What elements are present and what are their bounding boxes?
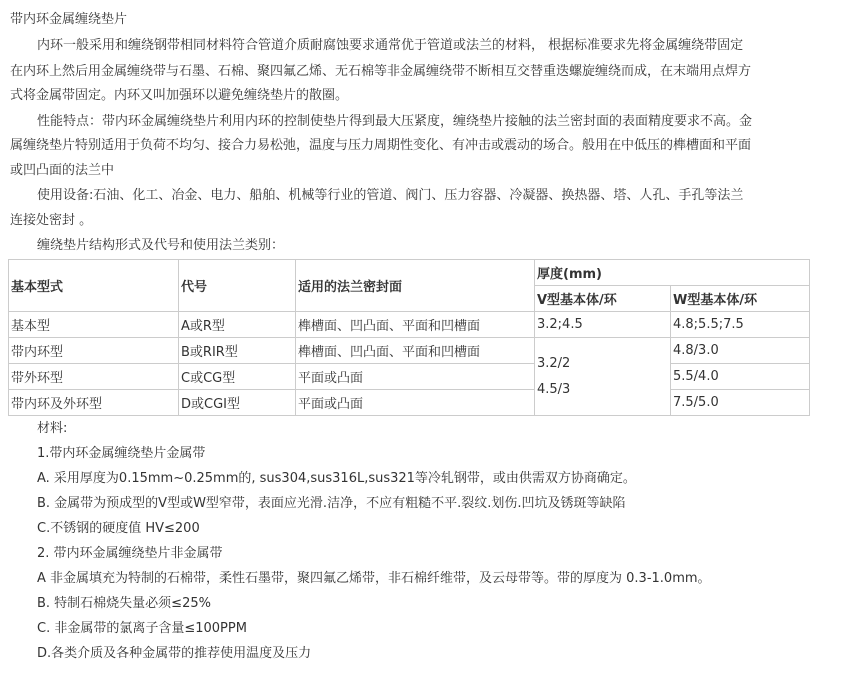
header-flange-face: 适用的法兰密封面: [296, 260, 535, 312]
cell-v-thickness: 3.2;4.5: [535, 312, 671, 338]
cell-code: D或CGI型: [179, 390, 296, 416]
page-title: 带内环金属缠绕垫片: [10, 12, 128, 27]
cell-type: 基本型: [9, 312, 179, 338]
materials-section-1: 1.带内环金属缠绕垫片金属带: [37, 446, 206, 461]
materials-item-2c: C. 非金属带的氯离子含量≤100PPM: [37, 621, 247, 636]
cell-code: B或RIR型: [179, 338, 296, 364]
table-row: [9, 390, 810, 416]
intro-line-2: 在内环上然后用金属缠绕带与石墨、石棉、聚四氟乙烯、无石棉等非金属缠绕带不断相互交替重迭螺旋缠绕而成，在末端用点焊方: [10, 64, 752, 79]
header-w-type: W型基本体/环: [671, 286, 810, 312]
cell-w-thickness: 4.8/3.0: [671, 338, 810, 364]
header-v-type: V型基本体/环: [535, 286, 671, 312]
materials-item-2a: A 非金属填充为特制的石棉带，柔性石墨带，聚四氟乙烯带，非石棉纤维带，及云母带等。带的厚度为 0.3-1.0mm。: [37, 571, 711, 586]
features-line-3: 或凹凸面的法兰中: [10, 163, 115, 178]
cell-code: A或R型: [179, 312, 296, 338]
table-intro: 缠绕垫片结构形式及代号和使用法兰类别：: [37, 238, 285, 253]
cell-v-thickness-merged: [535, 338, 671, 416]
materials-item-1a: A. 采用厚度为0.15mm~0.25mm的, sus304,sus316L,sus321等冷轧钢带，或由供需双方协商确定。: [37, 471, 636, 486]
table-header-row: [9, 260, 810, 286]
cell-w-thickness: 4.8;5.5;7.5: [671, 312, 810, 338]
merged-v-value-2: 4.5/3: [537, 381, 571, 397]
cell-w-thickness: 5.5/4.0: [671, 364, 810, 390]
features-line-2: 属缠绕垫片特别适用于负荷不均匀、接合力易松弛，温度与压力周期性变化、有冲击或震动的场合。般用在中低压的榫槽面和平面: [10, 138, 752, 153]
header-code: 代号: [179, 260, 296, 312]
intro-line-3: 式将金属带固定。内环又叫加强环以避免缠绕垫片的散圈。: [10, 88, 349, 103]
cell-face: 榫槽面、凹凸面、平面和凹槽面: [296, 312, 535, 338]
cell-type: 带内环及外环型: [9, 390, 179, 416]
table-row: [9, 364, 810, 390]
gasket-spec-table: [8, 259, 810, 416]
intro-line-1: 内环一般采用和缠绕钢带相同材料符合管道介质耐腐蚀要求通常优于管道或法兰的材料， 根据标准要求先将金属缠绕带固定: [37, 38, 744, 53]
merged-v-value-1: 3.2/2: [537, 355, 571, 371]
cell-face: 平面或凸面: [296, 390, 535, 416]
cell-face: 平面或凸面: [296, 364, 535, 390]
materials-item-2b: B. 特制石棉烧失量必须≤25%: [37, 596, 211, 611]
cell-type: 带外环型: [9, 364, 179, 390]
table-row: [9, 338, 810, 364]
materials-item-2d: D.各类介质及各种金属带的推荐使用温度及压力: [37, 646, 312, 661]
cell-code: C或CG型: [179, 364, 296, 390]
cell-w-thickness: 7.5/5.0: [671, 390, 810, 416]
table-row: [9, 312, 810, 338]
cell-face: 榫槽面、凹凸面、平面和凹槽面: [296, 338, 535, 364]
materials-heading: 材料:: [37, 421, 68, 436]
equipment-line-2: 连接处密封 。: [10, 213, 93, 228]
materials-item-1c: C.不锈钢的硬度值 HV≤200: [37, 521, 200, 536]
equipment-line-1: 使用设备:石油、化工、冶金、电力、船舶、机械等行业的管道、阀门、压力容器、冷凝器、换热器、塔、人孔、手孔等法兰: [37, 188, 744, 203]
header-basic-type: 基本型式: [9, 260, 179, 312]
materials-section-2: 2. 带内环金属缠绕垫片非金属带: [37, 546, 223, 561]
materials-item-1b: B. 金属带为预成型的V型或W型窄带，表面应光滑.洁净，不应有粗糙不平.裂纹.划伤.凹坑及锈斑等缺陷: [37, 496, 626, 511]
features-line-1: 性能特点：带内环金属缠绕垫片利用内环的控制使垫片得到最大压紧度，缠绕垫片接触的法兰密封面的表面精度要求不高。金: [37, 114, 753, 129]
header-thickness: 厚度(mm): [535, 260, 810, 286]
cell-type: 带内环型: [9, 338, 179, 364]
